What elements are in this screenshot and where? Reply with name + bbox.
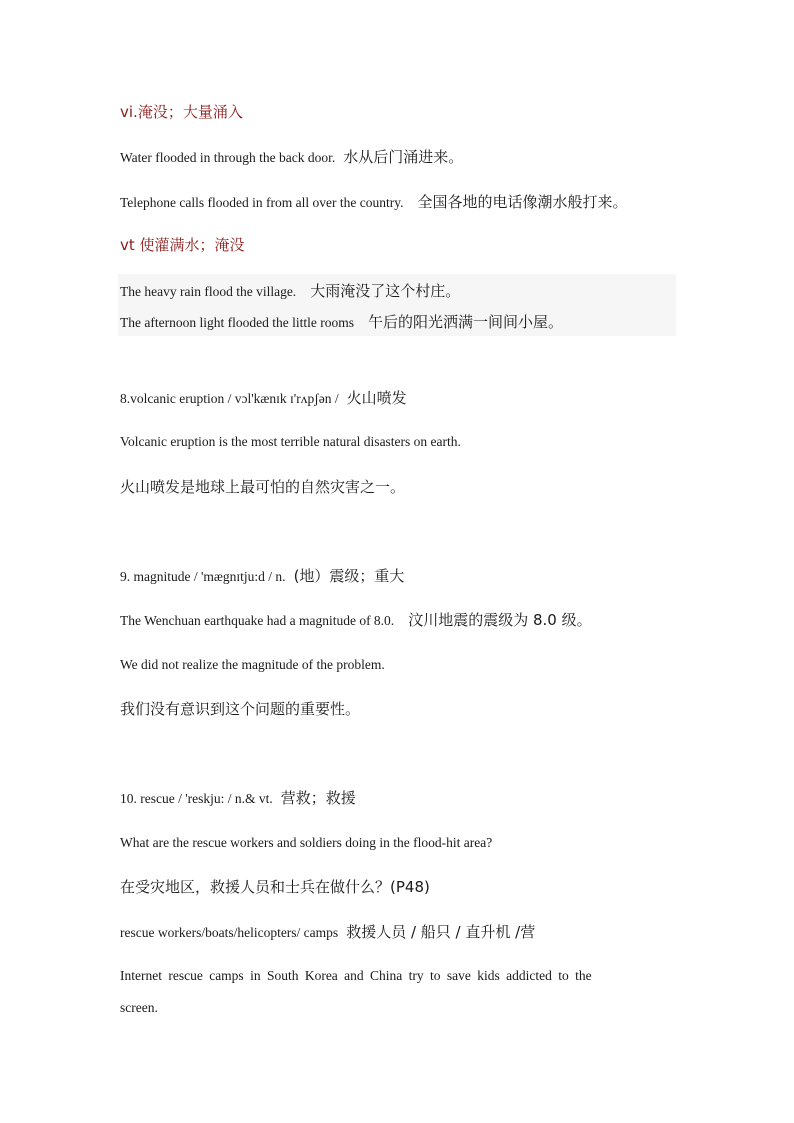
example-en: What are the rescue workers and soldiers doing in the flood-hit area? bbox=[120, 835, 493, 850]
vocab-heading bbox=[120, 388, 407, 409]
example-en: The Wenchuan earthquake had a magnitude of 8.0. bbox=[120, 613, 395, 628]
vocab-heading bbox=[120, 788, 356, 809]
example-en: Water flooded in through the back door. bbox=[120, 150, 336, 165]
example-sentence bbox=[120, 192, 627, 213]
example-en: Volcanic eruption is the most terrible natural disasters on earth. bbox=[120, 434, 461, 449]
example-en: Telephone calls flooded in from all over the country. bbox=[120, 195, 404, 210]
vocab-word: 8.volcanic eruption / vɔl'kænɪk ɪ'rʌpʃən / bbox=[120, 391, 339, 406]
example-en: The heavy rain flood the village. bbox=[120, 284, 297, 299]
example-zh: 火山喷发是地球上最可怕的自然灾害之一。 bbox=[120, 478, 406, 496]
example-sentence bbox=[120, 147, 463, 168]
definition-vi: vi.淹没；大量涌入 bbox=[120, 103, 243, 121]
example-sentence bbox=[120, 610, 592, 631]
example-zh: 全国各地的电话像潮水般打来。 bbox=[417, 193, 628, 211]
vocab-word: 9. magnitude / 'mægnɪtju:d / n. bbox=[120, 569, 286, 584]
definition-vt: vt 使灌满水；淹没 bbox=[120, 236, 245, 254]
example-zh: 汶川地震的震级为 8.0 级。 bbox=[408, 611, 592, 629]
vocab-meaning: 火山喷发 bbox=[346, 389, 407, 407]
vocab-word: 10. rescue / 'reskju: / n.& vt. bbox=[120, 791, 273, 806]
example-en-continued: screen. bbox=[120, 1000, 158, 1015]
example-en: The afternoon light flooded the little rooms bbox=[120, 315, 354, 330]
example-zh: 午后的阳光洒满一间间小屋。 bbox=[367, 313, 563, 331]
phrase-zh: 救援人员 / 船只 / 直升机 /营 bbox=[346, 923, 536, 941]
vocab-meaning: (地）震级；重大 bbox=[293, 567, 405, 585]
phrase-en: rescue workers/boats/helicopters/ camps bbox=[120, 925, 339, 940]
example-zh: 我们没有意识到这个问题的重要性。 bbox=[120, 700, 361, 718]
phrase-line bbox=[120, 922, 535, 943]
example-sentence bbox=[120, 281, 460, 302]
example-en: We did not realize the magnitude of the problem. bbox=[120, 657, 385, 672]
example-zh: 水从后门涌进来。 bbox=[343, 148, 464, 166]
example-en: Internet rescue camps in South Korea and China try to save kids addicted to the bbox=[120, 968, 592, 983]
vocab-heading bbox=[120, 566, 404, 587]
example-zh: 在受灾地区，救援人员和士兵在做什么？(P48) bbox=[120, 878, 430, 896]
vocab-meaning: 营救；救援 bbox=[280, 789, 356, 807]
example-sentence bbox=[120, 312, 563, 333]
example-zh: 大雨淹没了这个村庄。 bbox=[310, 282, 461, 300]
